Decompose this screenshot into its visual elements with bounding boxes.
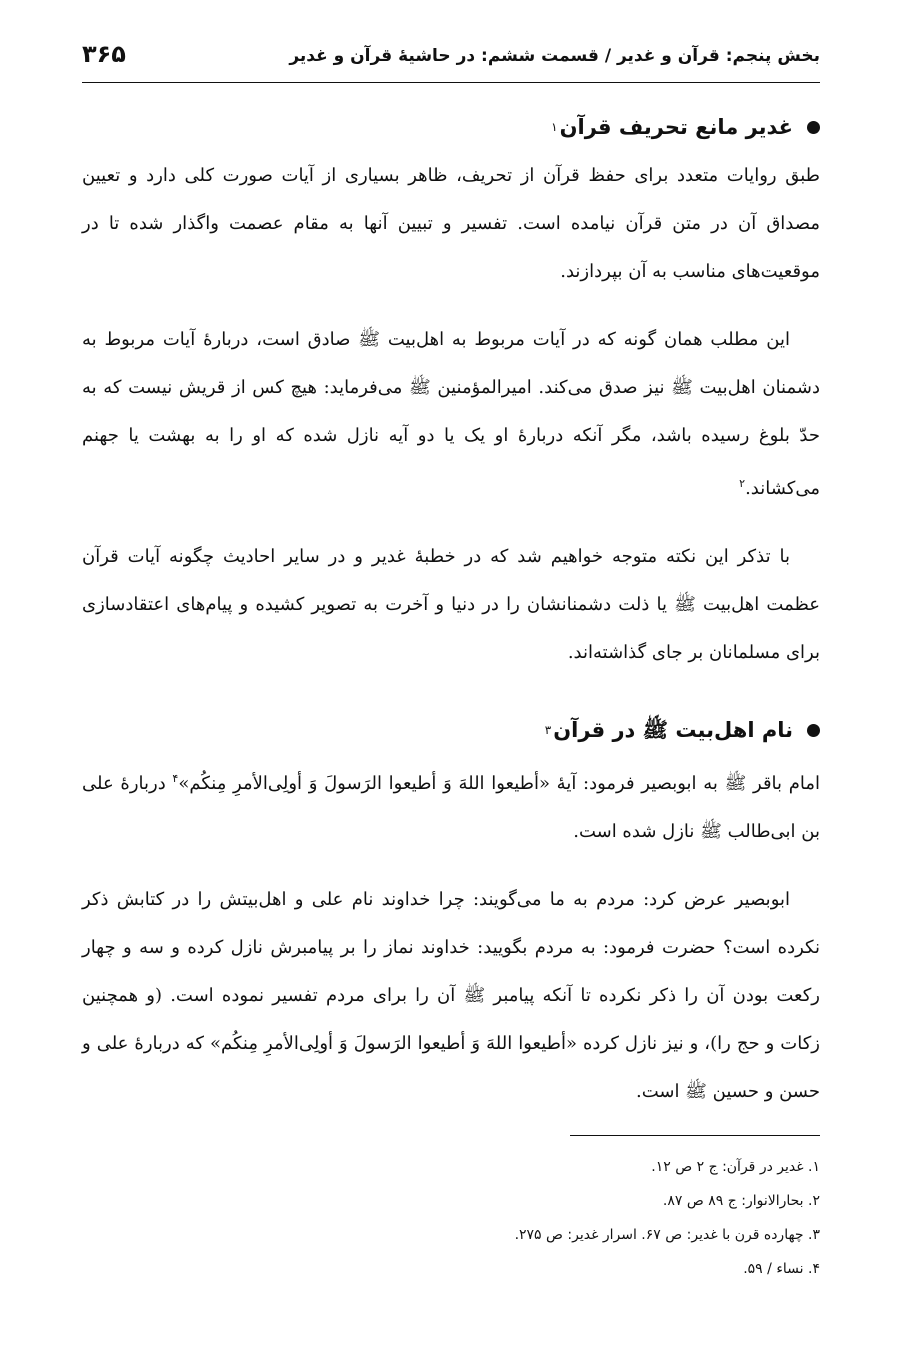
page-header	[82, 40, 820, 80]
section-title-2: نام اهل‌بیت ﷺ در قرآن	[553, 718, 793, 742]
header-divider	[82, 82, 820, 83]
paragraph-4-text: امام باقر ﷺ به ابوبصیر فرمود: آیهٔ «أطیعوا اللهَ وَ أطیعوا الرَسولَ وَ أولِی‌الأمرِ مِنکُم»	[178, 773, 820, 794]
footnote-4: ۴. نساء / ۵۹.	[743, 1261, 820, 1277]
footnote-1: ۱. غدیر در قرآن: ج ۲ ص ۱۲.	[651, 1159, 820, 1175]
paragraph-3: با تذکر این نکته متوجه خواهیم شد که در خطبهٔ غدیر و در سایر احادیث چگونه آیات قرآن عظمت اهل‌بیت ﷺ یا ذلت دشمنانشان را در دنیا و آخرت به تصویر کشیده و پیام‌های اعتقادسازی برای مسلمانان بر جای گذاشته‌اند.	[82, 546, 820, 663]
running-head: بخش پنجم: قرآن و غدیر / قسمت ششم: در حاشیهٔ قرآن و غدیر	[289, 46, 820, 66]
footnote-ref-2: ۲	[739, 477, 746, 490]
footnote-ref-3: ۳	[544, 723, 552, 737]
paragraph-2	[82, 316, 820, 513]
paragraph-4	[82, 755, 820, 856]
paragraph-2-text: این مطلب همان گونه که در آیات مربوط به اهل‌بیت ﷺ صادق است، دربارهٔ آیات مربوط به دشمنان اهل‌بیت ﷺ نیز صدق می‌کند. امیرالمؤمنین ﷺ می‌فرماید: هیچ کس از قریش نیست که به حدّ بلوغ رسیده باشد، مگر آنکه دربارهٔ او یک یا دو آیه نازل شده که او را به بهشت یا جهنم می‌کشاند.	[82, 329, 820, 499]
main-content	[82, 108, 820, 1136]
paragraph-4-cont: دربارهٔ علی بن ابی‌طالب ﷺ نازل شده است.	[82, 773, 820, 842]
paragraph-5: ابوبصیر عرض کرد: مردم به ما می‌گویند: چرا خداوند نام علی و اهل‌بیتش را در کتابش ذکر نکرده است؟ حضرت فرمود: به مردم بگویید: خداوند نماز را بر پیامبرش نازل کرده و سه و چهار رکعت بودن آن را ذکر نکرده تا آنکه پیامبر ﷺ آن را برای مردم تفسیر نموده است. (و همچنین زکات و حج را)، و نیز نازل کرده «أطیعوا اللهَ وَ أطیعوا الرَسولَ وَ أولِی‌الأمرِ مِنکُم» که دربارهٔ علی و حسن و حسین ﷺ است.	[82, 889, 820, 1102]
bullet-icon	[807, 724, 820, 737]
section-heading-2	[82, 711, 820, 749]
footnote-divider	[570, 1135, 820, 1136]
section-heading-1	[82, 108, 820, 146]
footnote-3: ۳. چهارده قرن با غدیر: ص ۶۷. اسرار غدیر: ص ۲۷۵.	[514, 1227, 820, 1243]
paragraph-1: طبق روایات متعدد برای حفظ قرآن از تحریف، ظاهر بسیاری از آیات صورت کلی دارد و تعیین مصداق آن در متن قرآن نیامده است. تفسیر و تبیین آنها به مقام عصمت واگذار شده تا در موقعیت‌های مناسب به آن بپردازند.	[82, 165, 820, 282]
footnote-ref-1: ۱	[551, 120, 558, 134]
page-number: ۳۶۵	[82, 40, 126, 68]
footnote-2: ۲. بحارالانوار: ج ۸۹ ص ۸۷.	[662, 1193, 820, 1209]
section-title-1: غدیر مانع تحریف قرآن	[559, 115, 793, 139]
footnotes	[82, 1150, 820, 1286]
bullet-icon	[807, 121, 820, 134]
footnote-ref-4: ۴	[172, 772, 179, 785]
